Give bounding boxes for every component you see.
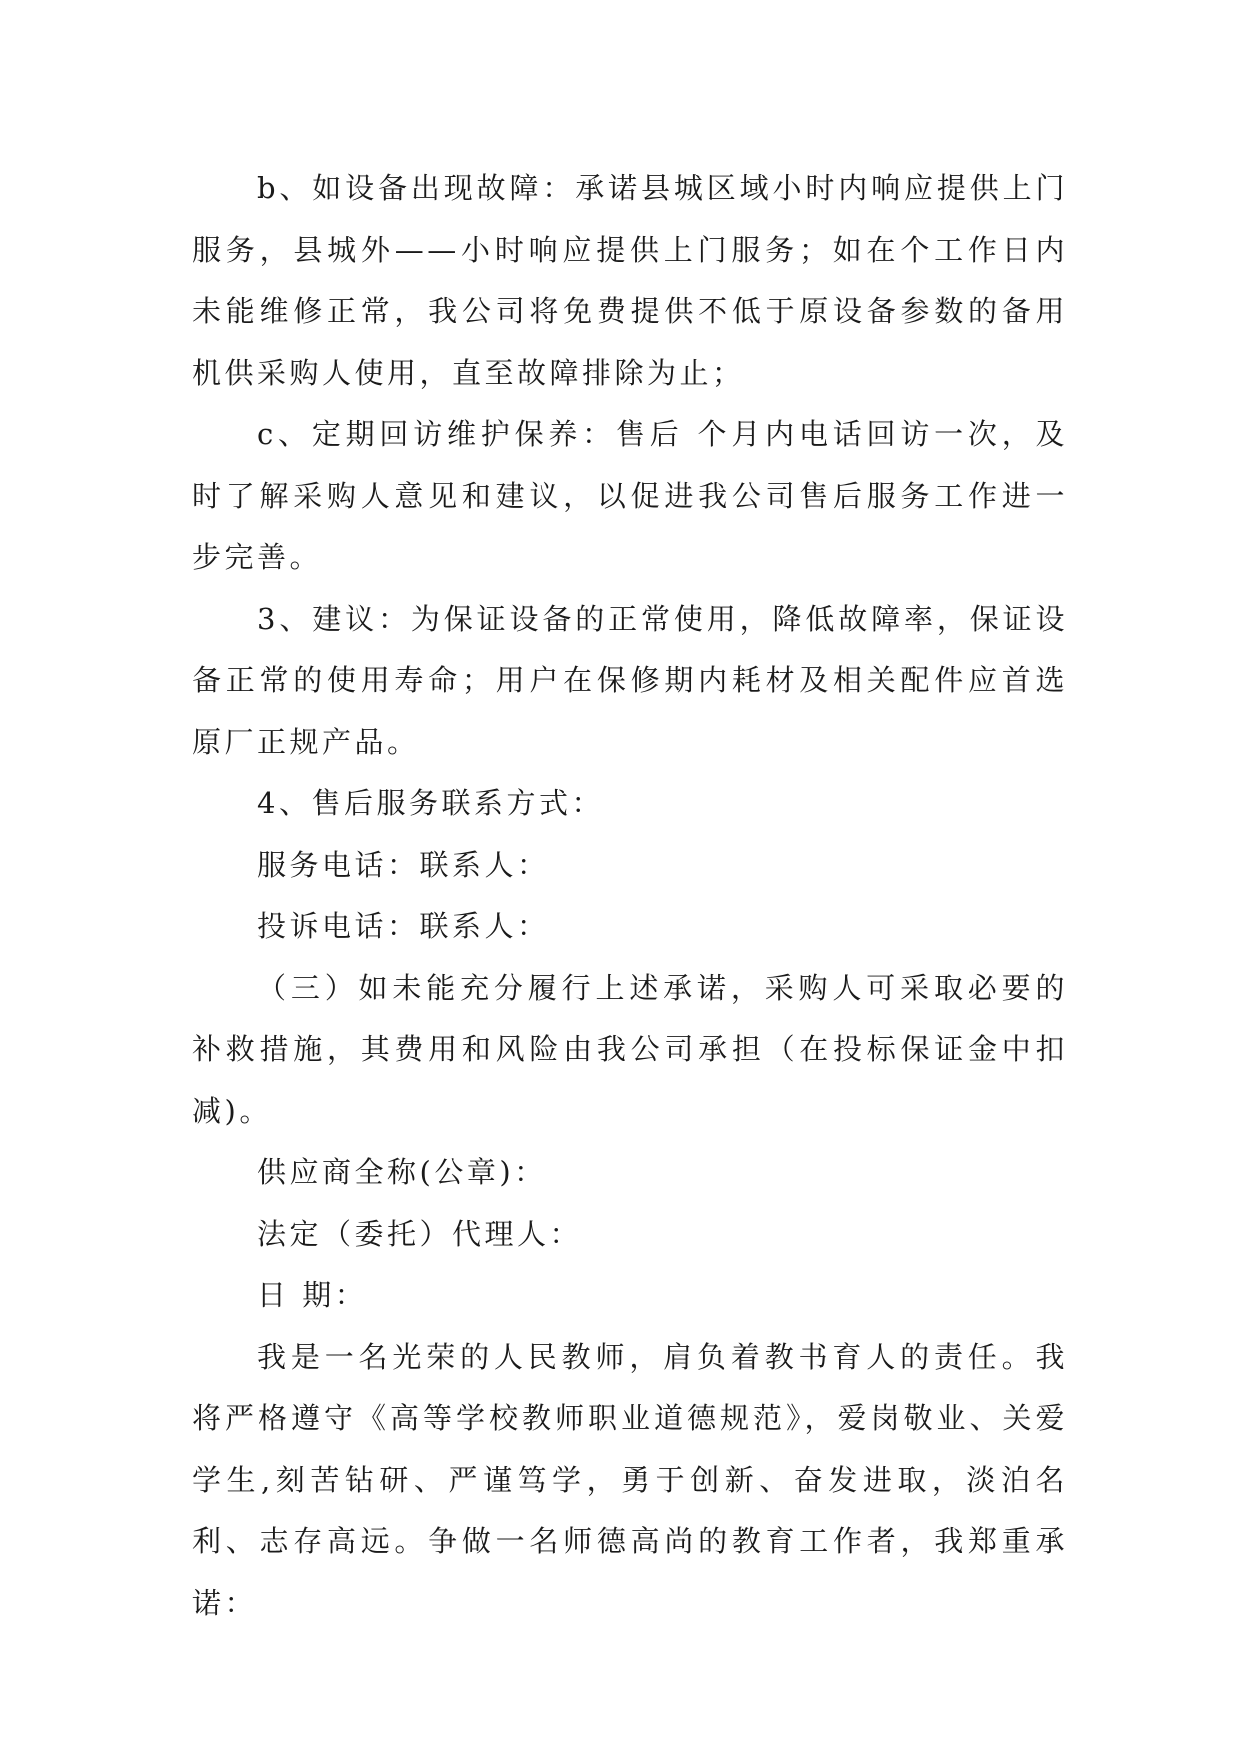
paragraph-service-phone: 服务电话：联系人： [257, 847, 550, 882]
paragraph-date: 日 期： [257, 1278, 368, 1312]
paragraph-complaint-phone: 投诉电话：联系人： [257, 909, 550, 943]
paragraph-remedy: （三）如未能充分履行上述承诺，采购人可采取必要的补救措施，其费用和风险由我公司承担（在投标保证金中扣减)。 [192, 970, 1068, 1128]
paragraph-suggestion: 3、建议：为保证设备的正常使用，降低故障率，保证设备正常的使用寿命；用户在保修期内耗材及相关配件应首选原厂正规产品。 [192, 601, 1068, 759]
paragraph-contact-heading: 4、售后服务联系方式： [257, 786, 604, 820]
paragraph-maintenance-visit: c、定期回访维护保养：售后 个月内电话回访一次，及时了解采购人意见和建议，以促进我公司售后服务工作进一步完善。 [192, 417, 1068, 574]
document-body [192, 158, 1068, 1634]
paragraph-warranty-fault: b、如设备出现故障：承诺县城区域小时内响应提供上门服务，县城外——小时响应提供上门服务；如在个工作日内未能维修正常，我公司将免费提供不低于原设备参数的备用机供采购人使用，直至故障排除为止； [192, 171, 1068, 390]
paragraph-legal-agent: 法定（委托）代理人： [257, 1216, 583, 1251]
paragraph-teacher-pledge: 我是一名光荣的人民教师，肩负着教书育人的责任。我将严格遵守《高等学校教师职业道德规范》，爱岗敬业、关爱学生,刻苦钻研、严谨笃学，勇于创新、奋发进取，淡泊名利、志存高远。争做一名师德高尚的教育工作者，我郑重承诺： [192, 1339, 1068, 1620]
paragraph-supplier-name: 供应商全称(公章)： [257, 1155, 547, 1189]
